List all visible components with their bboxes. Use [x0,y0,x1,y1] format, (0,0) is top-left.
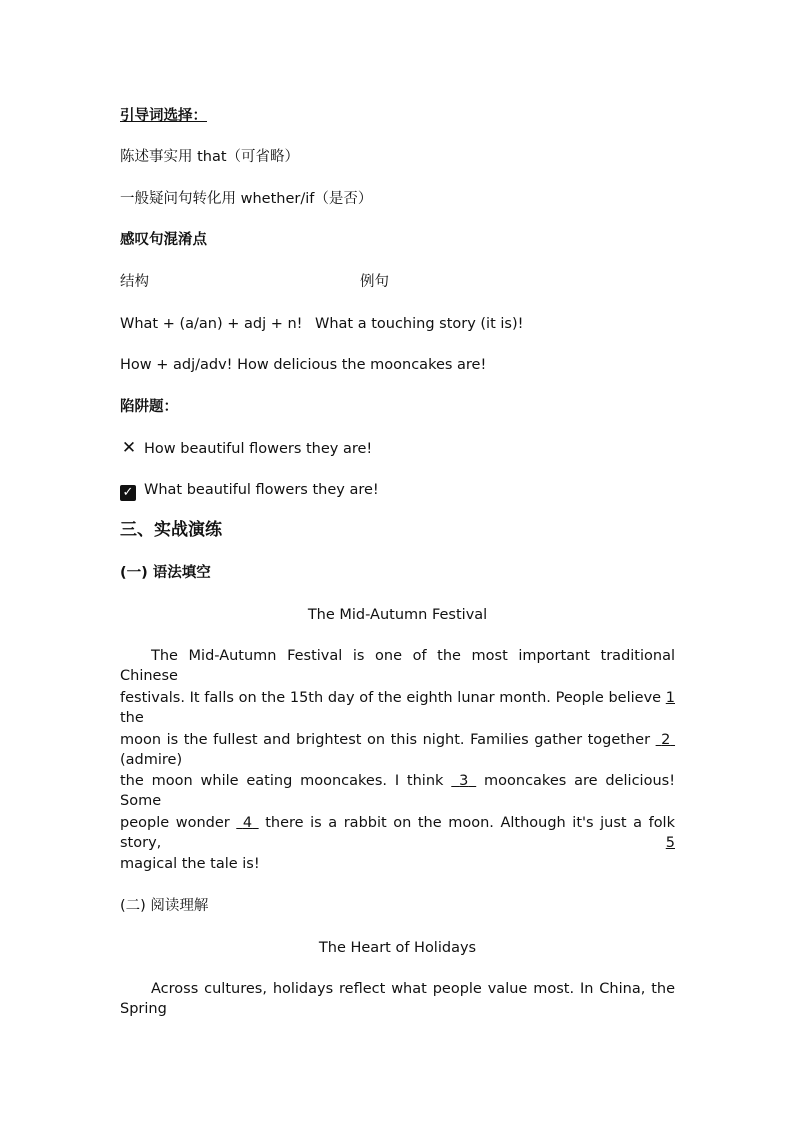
passage1-line-4: the moon while eating mooncakes. I think 3 mooncakes are delicious! Some [120,773,676,809]
column-example: 例句 [360,274,389,290]
rule-whether-if: 一般疑问句转化用 whether/if（是否） [120,191,373,207]
blank-3: 3 [459,773,469,789]
passage1-line-6: magical the tale is! [120,856,260,872]
passage2-line-1: Across cultures, holidays reflect what people value most. In China, the Spring [120,981,675,1017]
blank-4: 4 [242,815,253,831]
blank-1: 1 [665,690,675,706]
trap-heading: 陷阱题： [120,399,178,415]
passage2-title: The Heart of Holidays [318,940,477,956]
passage1-line-5: people wonder 4 there is a rabbit on the moon. Although it's just a folk story, 5 [120,815,675,851]
rule-that: 陈述事实用 that（可省略） [120,149,300,165]
passage1-line-1: The Mid-Autumn Festival is one of the most important traditional Chinese [120,648,675,684]
blank-2: 2 [661,732,671,748]
example-what: What a touching story (it is)! [315,316,524,332]
connector-selection-heading: 引导词选择： [120,108,207,124]
reading-heading: (二) 阅读理解 [120,898,209,914]
passage1-line-2: festivals. It falls on the 15th day of the eighth lunar month. People believe 1 the [120,690,675,726]
trap-correct-example: ✓ What beautiful flowers they are! [120,480,675,501]
exclamation-heading: 感叹句混淆点 [120,232,207,248]
structure-what: What + (a/an) + adj + n! [120,316,303,332]
practice-heading: 三、实战演练 [120,520,222,540]
exclamation-row-what [120,314,675,334]
passage1-title: The Mid-Autumn Festival [307,607,488,623]
exclamation-row-how: How + adj/adv! How delicious the mooncakes are! [120,357,487,373]
cross-icon: ✕ [121,438,137,458]
checkbox-icon: ✓ [120,485,136,501]
grammar-fill-heading: (一) 语法填空 [120,565,211,581]
blank-5: 5 [665,835,675,851]
column-structure: 结构 [120,274,149,290]
passage1-line-3: moon is the fullest and brightest on this night. Families gather together 2 (admire) [120,730,675,770]
exclamation-table-header [120,272,675,292]
trap-wrong-example: ✕ How beautiful flowers they are! [121,438,373,458]
